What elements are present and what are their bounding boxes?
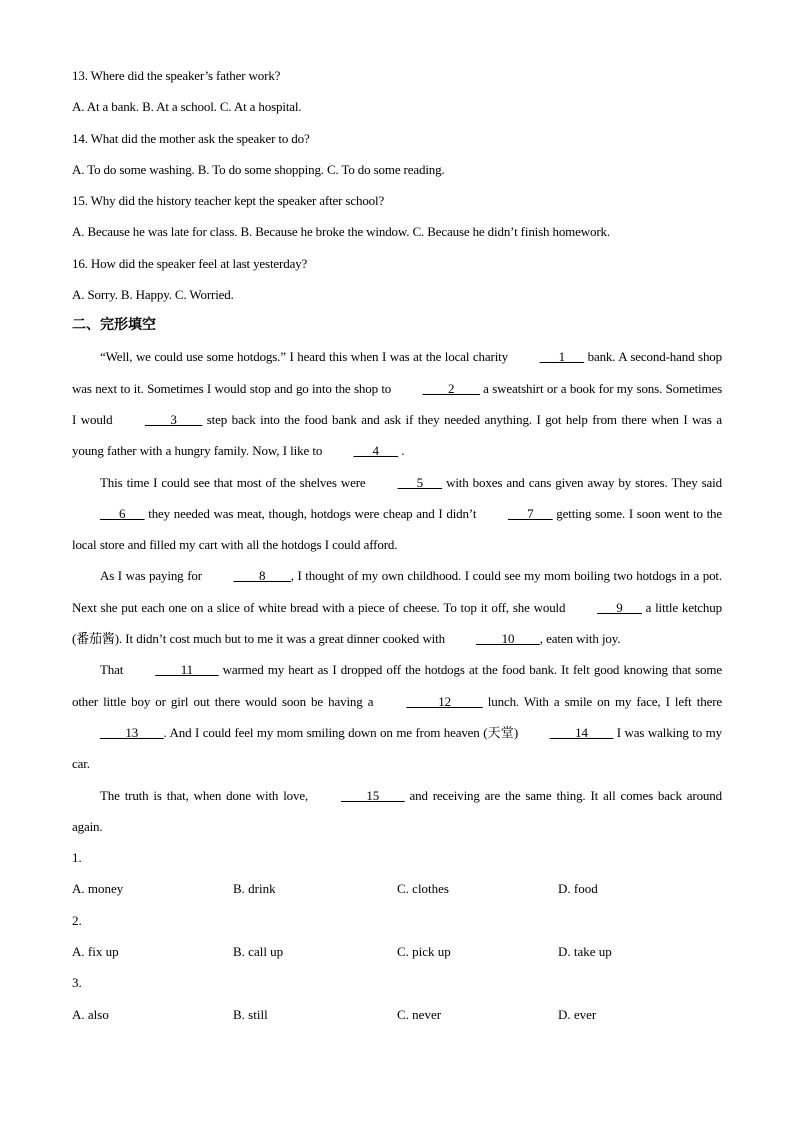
option-b: B. call up [233, 944, 284, 960]
passage-text: they needed was meat, though, hotdogs were cheap and I didn’t [144, 505, 481, 521]
section-title: 二、完形填空 [72, 317, 156, 334]
passage-paragraph-1 [72, 341, 722, 466]
question-number: 2. [72, 912, 82, 928]
passage-text: . And I could feel my mom smiling down on me from heaven (天堂) [163, 724, 522, 740]
option-a: A. money [72, 881, 124, 897]
cloze-blank-12: _____12_____ [406, 693, 483, 709]
question-options: A. To do some washing. B. To do some shopping. C. To do some reading. [72, 161, 445, 177]
passage-text: lunch. With a smile on my face, I left there [482, 693, 722, 709]
cloze-blank-9: ___9___ [597, 599, 642, 615]
passage-text: , eaten with joy. [539, 631, 621, 647]
listening-question-16 [72, 248, 722, 311]
passage-text: bank. A second-hand shop was next to it. Sometimes I would stop and go into the shop to [72, 349, 722, 396]
cloze-blank-1: ___1___ [539, 349, 585, 365]
question-stem: 14. What did the mother ask the speaker to do? [72, 130, 310, 146]
passage-text: , I thought of my own childhood. I could see my mom boiling two hotdogs in a pot. Next she put each one on a slice of white bread with a piece of cheese. To top it off, she would [72, 568, 722, 615]
option-c: C. never [397, 1006, 442, 1022]
passage-paragraph-3 [72, 560, 722, 654]
passage-text: getting some. I soon went to the local store and filled my cart with all the hotdogs I could afford. [72, 505, 722, 553]
option-c: C. pick up [397, 944, 451, 960]
option-b: B. drink [233, 881, 276, 897]
question-number: 1. [72, 850, 82, 866]
passage-text: The truth is that, when done with love, [100, 787, 314, 803]
cloze-blank-3: ____3____ [145, 411, 203, 427]
cloze-blank-6: ___6___ [100, 505, 145, 521]
option-a: A. fix up [72, 944, 119, 960]
cloze-blank-8: ____8____ [233, 568, 291, 584]
passage-text: and receiving are the same thing. It all comes back around again. [72, 787, 722, 834]
passage-text: a little ketchup (番茄酱). It didn’t cost much but to me it was a great dinner cooked with [72, 599, 722, 647]
option-b: B. still [233, 1006, 268, 1022]
cloze-blank-7: ___7___ [508, 505, 553, 521]
cloze-blank-4: ___4___ [353, 443, 398, 459]
passage-text: with boxes and cans given away by stores. They said [442, 474, 722, 490]
listening-question-15 [72, 185, 722, 248]
listening-question-13 [72, 60, 722, 123]
passage-text: . [397, 443, 405, 459]
option-row [72, 999, 722, 1030]
passage-text: “Well, we could use some hotdogs.” I heard this when I was at the local charity [100, 349, 512, 365]
question-number: 3. [72, 975, 82, 991]
option-d: D. take up [558, 944, 612, 960]
question-options: A. At a bank. B. At a school. C. At a hospital. [72, 99, 302, 115]
passage-text: step back into the food bank and ask if they needed anything. I got help from there when I was a young father with a hungry family. Now, I like to [72, 411, 722, 459]
listening-question-14 [72, 123, 722, 186]
cloze-blank-11: ____11____ [155, 662, 219, 678]
cloze-question-2 [72, 905, 722, 968]
question-stem: 16. How did the speaker feel at last yesterday? [72, 255, 308, 271]
cloze-blank-14: ____14____ [549, 724, 614, 740]
passage-text: warmed my heart as I dropped off the hotdogs at the food bank. It felt good knowing that some other little boy or girl out there would soon be having a [72, 662, 722, 709]
cloze-blank-13: ____13____ [100, 724, 164, 740]
option-a: A. also [72, 1006, 109, 1022]
option-d: D. ever [558, 1006, 597, 1022]
passage-text: I was walking to my car. [72, 724, 722, 772]
option-row [72, 873, 722, 904]
cloze-blank-15: ____15____ [341, 787, 405, 803]
question-options: A. Because he was late for class. B. Because he broke the window. C. Because he didn’t finish homework. [72, 224, 610, 240]
option-c: C. clothes [397, 881, 449, 897]
question-stem: 15. Why did the history teacher kept the speaker after school? [72, 193, 385, 209]
passage-text: As I was paying for [100, 568, 206, 584]
cloze-blank-5: ___5___ [397, 474, 443, 490]
document-page [72, 60, 722, 1030]
passage-paragraph-4 [72, 654, 722, 779]
question-options: A. Sorry. B. Happy. C. Worried. [72, 287, 234, 303]
cloze-question-3 [72, 967, 722, 1030]
passage-text: This time I could see that most of the shelves were [100, 474, 370, 490]
question-stem: 13. Where did the speaker’s father work? [72, 68, 281, 83]
cloze-blank-2: ____2____ [422, 380, 480, 396]
passage-paragraph-5 [72, 780, 722, 843]
option-d: D. food [558, 881, 598, 897]
passage-paragraph-2 [72, 467, 722, 561]
cloze-blank-10: ____10____ [476, 631, 540, 647]
passage-text: a sweatshirt or a book for my sons. Sometimes I would [72, 380, 723, 427]
option-row [72, 936, 722, 967]
passage-text: That [100, 662, 128, 678]
cloze-question-1 [72, 842, 722, 905]
